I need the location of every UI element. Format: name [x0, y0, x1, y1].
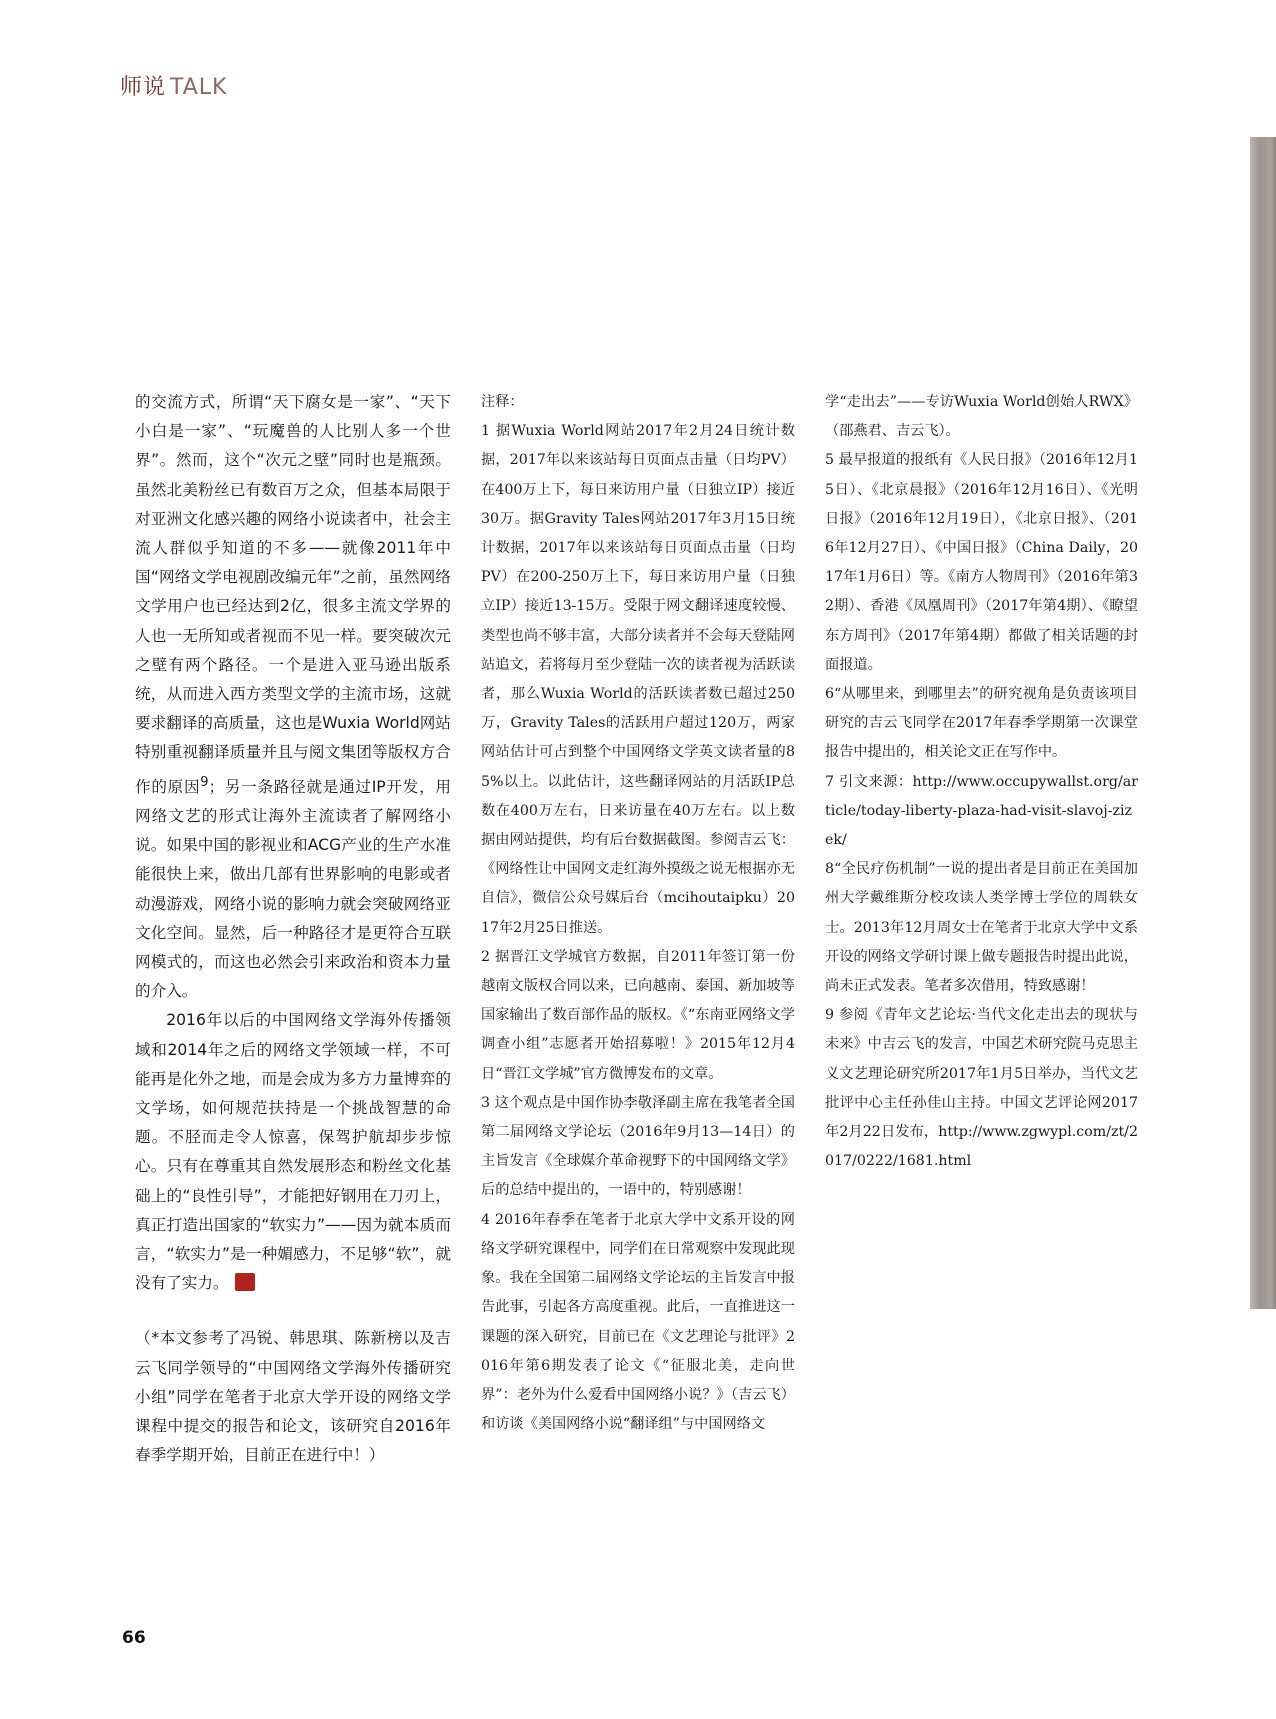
note-8: 8“全民疗伤机制”一说的提出者是目前正在美国加州大学戴维斯分校攻读人类学博士学位的周轶女士。2013年12月周女士在笔者于北京大学中文系开设的网络文学研讨课上做专题报告时提出此说，尚未正式发表。笔者多次借用，特致感谢！ — [825, 861, 1138, 995]
paragraph-2-text: 2016年以后的中国网络文学海外传播领域和2014年之后的网络文学领域一样，不可能再是化外之地，而是会成为多方力量博弈的文学场，如何规范扶持是一个挑战智慧的命题。不胫而走令人惊喜，保驾护航却步步惊心。只有在尊重其自然发展形态和粉丝文化基础上的“良性引导”，才能把好钢用在刀刃上，真正打造出国家的“软实力”——因为就本质而言，“软实力”是一种媚感力，不足够“软”，就没有了实力。 — [135, 1011, 451, 1293]
article-note: （*本文参考了冯锐、韩思琪、陈新榜以及吉云飞同学领导的“中国网络文学海外传播研究小组”同学在笔者于北京大学开设的网络文学课程中提交的报告和论文，该研究自2016年春季学期开始，目前正在进行中！） — [135, 1329, 451, 1465]
note-9: 9 参阅《青年文艺论坛·当代文化走出去的现状与未来》中吉云飞的发言，中国艺术研究院马克思主义文艺理论研究所2017年1月5日举办，当代文艺批评中心主任孙佳山主持。中国文艺评论网2017年2月22日发布，http://www.zgwypl.com/zt/2017/0222/1681.html — [825, 1007, 1138, 1170]
notes-column-2 — [825, 388, 1138, 1176]
footnote-ref-9: 9 — [200, 774, 209, 790]
section-header — [120, 70, 227, 101]
article-paragraph-1 — [135, 388, 451, 1006]
header-title-en: TALK — [170, 75, 228, 100]
paragraph-1-text: 的交流方式，所谓“天下腐女是一家”、“天下小白是一家”、“玩魔兽的人比别人多一个世界”。然而，这个“次元之壁”同时也是瓶颈。虽然北美粉丝已有数百万之众，但基本局限于对亚洲文化感兴趣的网络小说读者中，社会主流人群似乎知道的不多——就像2011年中国“网络文学电视剧改编元年”之前，虽然网络文学用户也已经达到2亿，很多主流文学界的人也一无所知或者视而不见一样。要突破次元之壁有两个路径。一个是进入亚马逊出版系统，从而进入西方类型文学的主流市场，这就要求翻译的高质量，这也是Wuxia World网站特别重视翻译质量并且与阅文集团等版权方合作的原因 — [135, 393, 451, 796]
article-paragraph-2 — [135, 1006, 451, 1298]
page-edge-image-strip — [1250, 137, 1276, 1309]
paragraph-1-text-rest: ；另一条路径就是通过IP开发，用网络文艺的形式让海外主流读者了解网络小说。如果中国的影视业和ACG产业的生产水准能很快上来，做出几部有世界影响的电影或者动漫游戏，网络小说的影响力就会突破网络亚文化空间。显然，后一种路径才是更符合互联网模式的，而这也必然会引来政治和资本力量的介入。 — [135, 777, 451, 1001]
notes-column-1 — [481, 388, 795, 1439]
note-1: 1 据Wuxia World网站2017年2月24日统计数据，2017年以来该站每日页面点击量（日均PV）在400万上下，每日来访用户量（日独立IP）接近30万。据Gravity Tales网站2017年3月15日统计数据，2017年以来该站每日页面点击量（日均PV）在200-250万上下，每日来访用户量（日独立IP）接近13-15万。受限于网文翻译速度较慢、类型也尚不够丰富，大部分读者并不会每天登陆网站追文，若将每月至少登陆一次的读者视为活跃读者，那么Wuxia World的活跃读者数已超过250万，Gravity Tales的活跃用户超过120万，两家网站估计可占到整个中国网络文学英文读者量的85%以上。以此估计，这些翻译网站的月活跃IP总数在400万左右，日来访量在40万左右。以上数据由网站提供，均有后台数据截图。参阅吉云飞：《网络性让中国网文走红海外摸级之说无根据亦无自信》，微信公众号媒后台（mcihoutaipku）2017年2月25日推送。 — [481, 423, 795, 936]
note-3: 3 这个观点是中国作协李敬泽副主席在我笔者全国第二届网络文学论坛（2016年9月13—14日）的主旨发言《全球媒介革命视野下的中国网络文学》后的总结中提出的，一语中的，特别感谢！ — [481, 1094, 795, 1199]
header-title-cn: 师说 — [120, 75, 167, 100]
note-4-continued: 学“走出去”——专访Wuxia World创始人RWX》（邵燕君、吉云飞）。 — [825, 394, 1138, 440]
page-number: 66 — [122, 1628, 146, 1648]
note-5: 5 最早报道的报纸有《人民日报》（2016年12月15日）、《北京晨报》（2016年12月16日）、《光明日报》（2016年12月19日），《北京日报》、（2016年12月27日）、《中国日报》（China Daily，2017年1月6日）等。《南方人物周刊》（2016年第32期）、香港《凤凰周刊》（2017年第4期）、《瞭望东方周刊》（2017年第4期）都做了相关话题的封面报道。 — [825, 452, 1138, 673]
note-6: 6“从哪里来，到哪里去”的研究视角是负责该项目研究的吉云飞同学在2017年春季学期第一次课堂报告中提出的，相关论文正在写作中。 — [825, 686, 1138, 761]
note-7: 7 引文来源：http://www.occupywallst.org/article/today-liberty-plaza-had-visit-slavoj-zizek/ — [825, 773, 1138, 849]
end-mark-icon — [235, 1273, 255, 1291]
note-2: 2 据晋江文学城官方数据，自2011年签订第一份越南文版权合同以来，已向越南、泰国、新加坡等国家输出了数百部作品的版权。《“东南亚网络文学调查小组”志愿者开始招募啦！》2015年12月4日“晋江文学城”官方微博发布的文章。 — [481, 948, 795, 1082]
note-4: 4 2016年春季在笔者于北京大学中文系开设的网络文学研究课程中，同学们在日常观察中发现此现象。我在全国第二届网络文学论坛的主旨发言中报告此事，引起各方高度重视。此后，一直推进这一课题的深入研究，目前已在《文艺理论与批评》2016年第6期发表了论文《“征服北美，走向世界”：老外为什么爱看中国网络小说？》（吉云飞）和访谈《美国网络小说“翻译组”与中国网络文 — [481, 1211, 795, 1433]
notes-title: 注释： — [481, 394, 524, 410]
article-body-column — [135, 388, 451, 1471]
